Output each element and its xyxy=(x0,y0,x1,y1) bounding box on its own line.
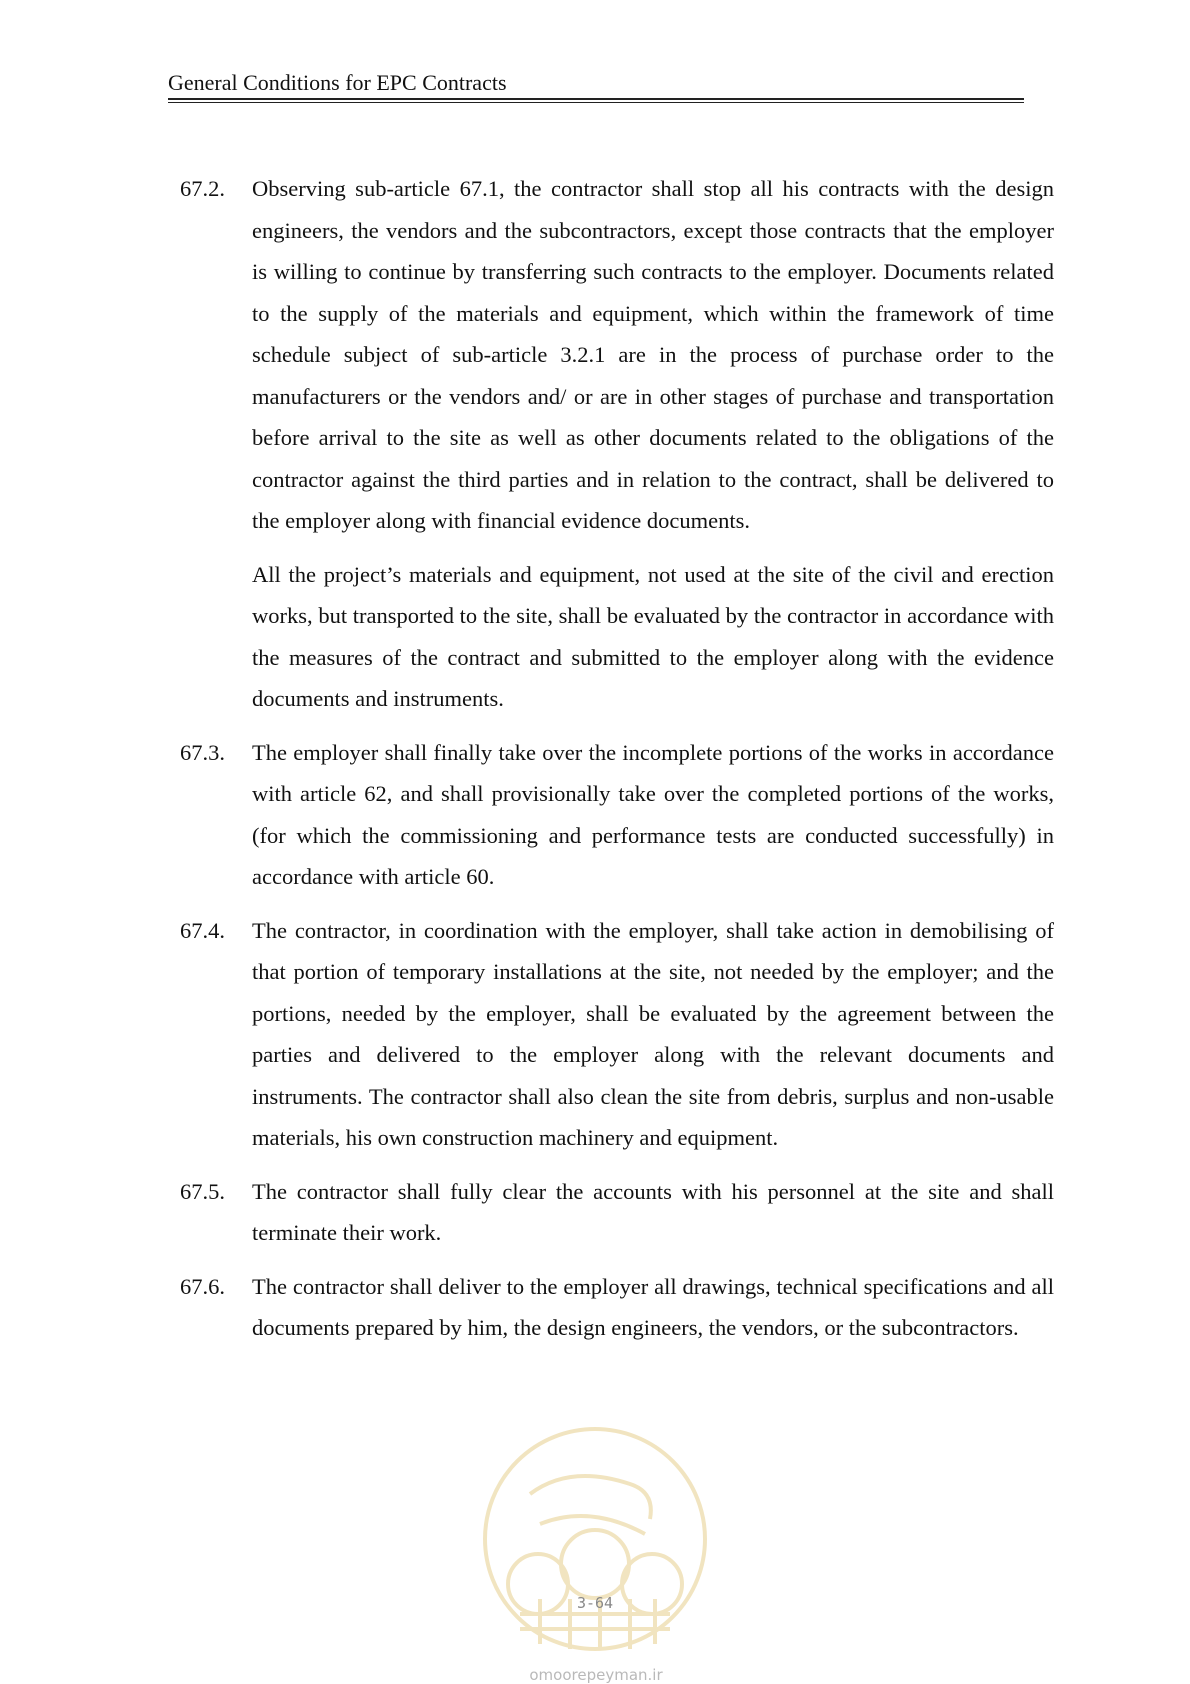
clause-paragraph: All the project’s materials and equipment, not used at the site of the civil and erection works, but transported to the site, shall be evaluated by the contractor in accordance with the measures of the contract and submitted to the employer along with the evidence documents and instruments. xyxy=(252,561,1054,711)
clause-number: 67.3. xyxy=(180,739,225,765)
clause-text xyxy=(252,168,1054,720)
clause-text xyxy=(252,1266,1054,1349)
document-body xyxy=(180,168,1054,1361)
clause-67-4 xyxy=(180,910,1054,1159)
header-double-rule xyxy=(168,98,1024,103)
watermark-site-text: omoorepeyman.ir xyxy=(529,1666,663,1684)
clause-67-2 xyxy=(180,168,1054,720)
watermark-seal-icon xyxy=(480,1424,710,1654)
clause-67-3 xyxy=(180,732,1054,898)
clause-text xyxy=(252,1171,1054,1254)
clause-number: 67.6. xyxy=(180,1273,225,1299)
clause-67-5 xyxy=(180,1171,1054,1254)
clause-paragraph: Observing sub-article 67.1, the contractor shall stop all his contracts with the design engineers, the vendors and the subcontractors, except those contracts that the employer is willing to continue by transferring such contracts to the employer. Documents related to the supply of the materials and equipment, which within the framework of time schedule subject of sub-article 3.2.1 are in the process of purchase order to the manufacturers or the vendors and/ or are in other stages of purchase and transportation before arrival to the site as well as other documents related to the obligations of the contractor against the third parties and in relation to the contract, shall be delivered to the employer along with financial evidence documents. xyxy=(252,176,1054,533)
page-header-title: General Conditions for EPC Contracts xyxy=(168,70,507,95)
clause-text xyxy=(252,732,1054,898)
page-number: 3-64 xyxy=(576,1594,614,1612)
clause-text xyxy=(252,910,1054,1159)
clause-number: 67.2. xyxy=(180,176,225,201)
clause-paragraph: The contractor, in coordination with the employer, shall take action in demobilising of that portion of temporary installations at the site, not needed by the employer; and the portions, needed by the employer, shall be evaluated by the agreement between the parties and delivered to the employer along with the relevant documents and instruments. The contractor shall also clean the site from debris, surplus and non-usable materials, his own construction machinery and equipment. xyxy=(252,917,1054,1150)
clause-67-6 xyxy=(180,1266,1054,1349)
clause-paragraph: The employer shall finally take over the incomplete portions of the works in accordance with article 62, and shall provisionally take over the completed portions of the works, (for which the commissioning and performance tests are conducted successfully) in accordance with article 60. xyxy=(252,739,1054,889)
clause-number: 67.4. xyxy=(180,917,225,943)
clause-paragraph: The contractor shall deliver to the employer all drawings, technical specifications and all documents prepared by him, the design engineers, the vendors, or the subcontractors. xyxy=(252,1273,1054,1340)
clause-number: 67.5. xyxy=(180,1178,225,1204)
clause-paragraph: The contractor shall fully clear the accounts with his personnel at the site and shall terminate their work. xyxy=(252,1178,1054,1245)
